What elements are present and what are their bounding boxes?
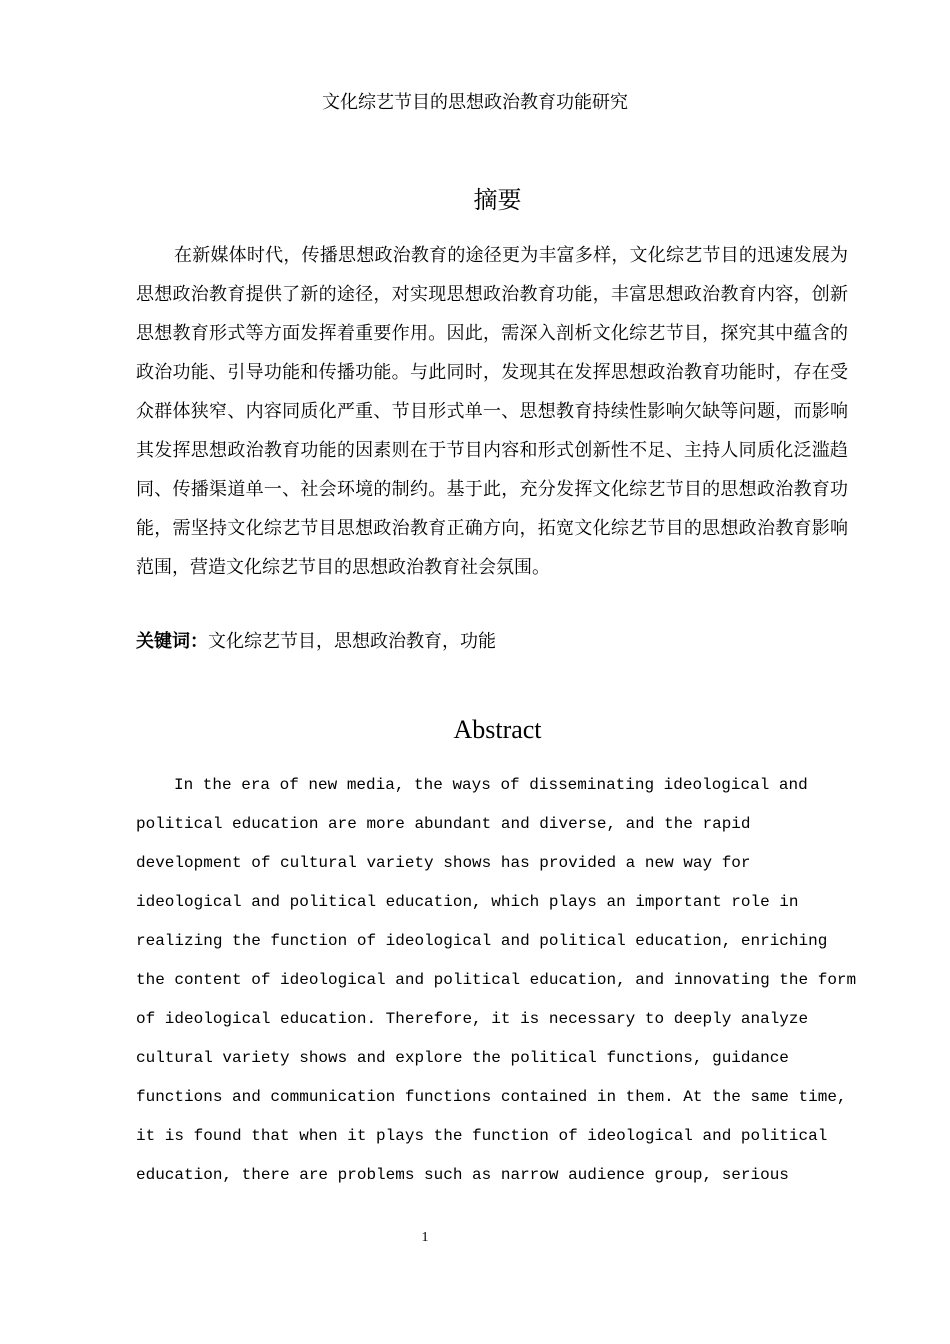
keywords-value: 文化综艺节目，思想政治教育，功能	[208, 631, 496, 652]
page-number: 1	[421, 1230, 429, 1245]
running-header-title: 文化综艺节目的思想政治教育功能研究	[322, 92, 628, 113]
abstract-zh-body: 在新媒体时代，传播思想政治教育的途径更为丰富多样，文化综艺节目的迅速发展为思想政治教育提供了新的途径，对实现思想政治教育功能，丰富思想政治教育内容，创新思想教育形式等方面发挥着重要作用。因此，需深入剖析文化综艺节目，探究其中蕴含的政治功能、引导功能和传播功能。与此同时，发现其在发挥思想政治教育功能时，存在受众群体狭窄、内容同质化严重、节目形式单一、思想教育持续性影响欠缺等问题，而影响其发挥思想政治教育功能的因素则在于节目内容和形式创新性不足、主持人同质化泛滥趋同、传播渠道单一、社会环境的制约。基于此，充分发挥文化综艺节目的思想政治教育功能，需坚持文化综艺节目思想政治教育正确方向，拓宽文化综艺节目的思想政治教育影响范围，营造文化综艺节目的思想政治教育社会氛围。	[136, 245, 848, 578]
abstract-en-body: In the era of new media, the ways of disseminating ideological and political education are more abundant and diverse, and the rapid development of cultural variety shows has provided a new way for ideological and political education, which plays an important role in realizing the function of ideological and political education, enriching the content of ideological and political education, and innovating the form of ideological education. Therefore, it is necessary to deeply analyze cultural variety shows and explore the political functions, guidance functions and communication functions contained in them. At the same time, it is found that when it plays the function of ideological and political education, there are problems such as narrow audience group, serious	[136, 776, 857, 1184]
keywords-label: 关键词：	[136, 631, 208, 652]
keywords-line	[136, 624, 848, 660]
abstract-zh-heading: 摘要	[473, 186, 522, 214]
abstract-en-heading: Abstract	[453, 715, 542, 744]
